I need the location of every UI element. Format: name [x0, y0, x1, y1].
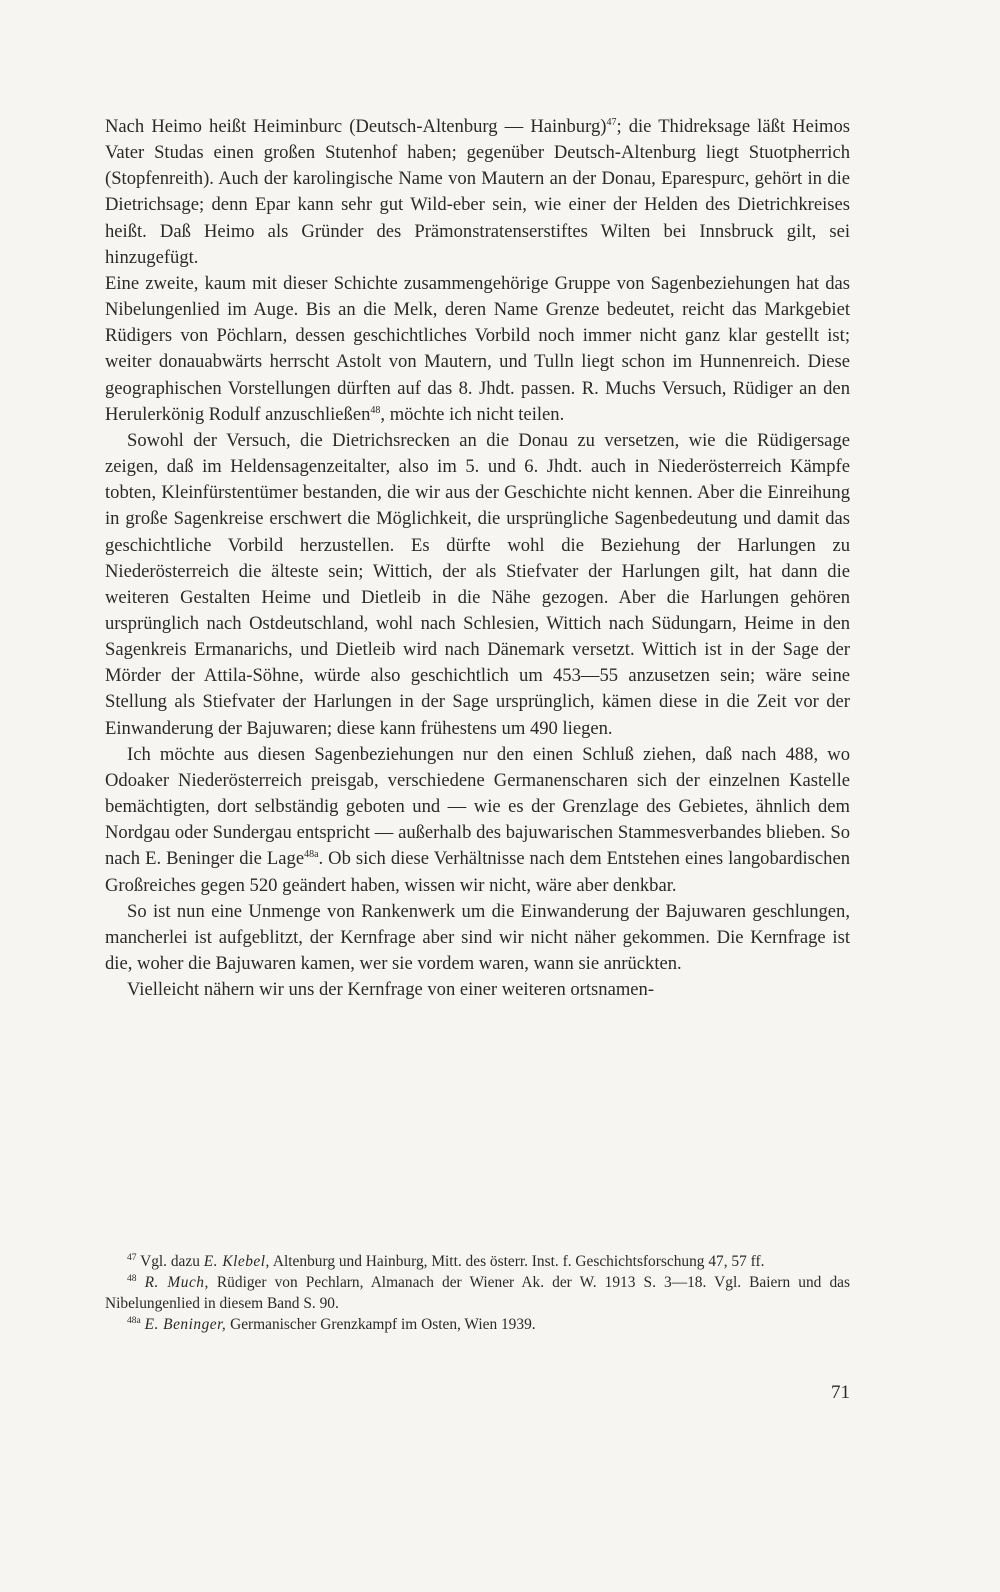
paragraph-6: Vielleicht nähern wir uns der Kernfrage von einer weiteren ortsnamen-: [127, 979, 655, 1001]
footnote-author: E. Beninger,: [144, 1316, 227, 1333]
footnote-47: $^{47}$ Vgl. dazu E. Klebel, Altenburg und Hainburg, Mitt. des österr. Inst. f. Geschichtsforschung 47, 57 ff.: [127, 1252, 765, 1270]
paragraph-5: So ist nun eine Unmenge von Rankenwerk um die Einwanderung der Bajuwaren geschlungen, mancherlei ist aufgeblitzt, der Kernfrage aber sind wir nicht näher gekommen. Die Kernfrage ist die, woher die Bajuwaren kamen, wer sie vordem waren, wann sie anrückten.: [105, 900, 850, 974]
footnote-48a: $^{48a}$ E. Beninger, Germanischer Grenzkampf im Osten, Wien 1939.: [127, 1315, 536, 1333]
footnote-ref-48a[interactable]: 48a: [304, 849, 319, 861]
footnote-mark: 47: [127, 1252, 137, 1263]
footnote-mark: 48: [127, 1273, 137, 1284]
page-number: 71: [831, 1382, 850, 1403]
main-text: [105, 114, 850, 1003]
footnote-ref-47[interactable]: 47: [606, 116, 617, 128]
footnotes: [105, 1251, 850, 1335]
footnote-author: R. Much,: [144, 1274, 209, 1291]
paragraph-2: Eine zweite, kaum mit dieser Schichte zusammengehörige Gruppe von Sagenbeziehungen hat das Nibelungenlied im Auge. Bis an die Melk, deren Name Grenze bedeutet, reicht das Markgebiet Rüdigers von Pöchlarn, dessen geschichtliches Vorbild noch immer nicht ganz klar gestellt ist; weiter donauabwärts herrscht Astolt von Mautern, und Tulln liegt schon im Hunnenreich. Diese geographischen Vorstellungen dürften auf das 8. Jhdt. passen. R. Muchs Versuch, Rüdiger an den Herulerkönig Rodulf anzuschließen$^{48}$, möchte ich nicht teilen.: [105, 272, 850, 425]
footnote-mark: 48a: [127, 1315, 141, 1326]
paragraph-1: Nach Heimo heißt Heiminburc (Deutsch-Altenburg — Hainburg)$^{47}$; die Thidreksage läßt Heimos Vater Studas einen großen Stutenhof haben; gegenüber Deutsch-Altenburg liegt Stuotpherrich (Stopfenreith). Auch der karolingische Name von Mautern an der Donau, Eparespurc, gehört in die Dietrichsage; denn Epar kann sehr gut Wild-eber sein, wie einer der Helden des Dietrichkreises heißt. Daß Heimo als Gründer des Prämonstratenserstiftes Wilten bei Innsbruck gilt, sei hinzugefügt.: [105, 116, 851, 268]
footnote-author: E. Klebel,: [203, 1253, 270, 1270]
paragraph-4: Ich möchte aus diesen Sagenbeziehungen nur den einen Schluß ziehen, daß nach 488, wo Odoaker Niederösterreich preisgab, verschiedene Germanenscharen sich der einzelnen Kastelle bemächtigten, dort selbständig geboten und — wie es der Grenzlage des Gebietes, ähnlich dem Nordgau oder Sundergau entspricht — außerhalb des bajuwarischen Stammesverbandes blieben. So nach E. Beninger die Lage$^{48a}$. Ob sich diese Verhältnisse nach dem Entstehen eines langobardischen Großreiches gegen 520 geändert haben, wissen wir nicht, wäre aber denkbar.: [105, 743, 850, 896]
footnote-48: $^{48}$ R. Much, Rüdiger von Pechlarn, Almanach der Wiener Ak. der W. 1913 S. 3—18. Vgl. Baiern und das Nibelungenlied in diesem Band S. 90.: [105, 1273, 850, 1312]
paragraph-3: Sowohl der Versuch, die Dietrichsrecken an die Donau zu versetzen, wie die Rüdigersage zeigen, daß im Heldensagenzeitalter, also im 5. und 6. Jhdt. auch in Niederösterreich Kämpfe tobten, Kleinfürstentümer bestanden, die wir aus der Geschichte nicht kennen. Aber die Einreihung in große Sagenkreise erschwert die Möglichkeit, die ursprüngliche Sagenbedeutung und damit das geschichtliche Vorbild herzustellen. Es dürfte wohl die Beziehung der Harlungen zu Niederösterreich die älteste sein; Wittich, der als Stiefvater der Harlungen gilt, hat dann die weiteren Gestalten Heime und Dietleib in die Nähe gezogen. Aber die Harlungen gehören ursprünglich nach Ostdeutschland, wohl nach Schlesien, Wittich nach Südungarn, Heime in den Sagenkreis Ermanarichs, und Dietleib wird nach Dänemark versetzt. Wittich ist in der Sage der Mörder der Attila-Söhne, würde also geschichtlich um 453—55 anzusetzen sein; wäre seine Stellung als Stiefvater der Harlungen in der Sage ursprünglich, kämen diese in die Zeit vor der Einwanderung der Bajuwaren; diese kann frühestens um 490 liegen.: [105, 429, 850, 739]
footnote-ref-48[interactable]: 48: [370, 404, 381, 416]
